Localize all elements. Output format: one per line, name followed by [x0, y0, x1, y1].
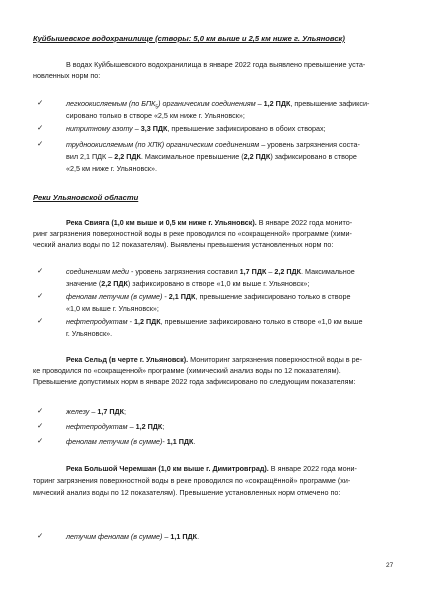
checkmark-icon: ✓ — [37, 266, 44, 275]
paragraph-line: ческий анализ воды по 12 показателям). Выявлены превышения установленных норм по: — [33, 240, 334, 249]
checkmark-icon: ✓ — [37, 421, 44, 430]
list-item: трудноокисляемым (по ХПК) органическим соединениям – уровень загрязнения соста- — [66, 140, 360, 149]
checkmark-icon: ✓ — [37, 406, 44, 415]
section-heading-kuybyshev: Куйбышевское водохранилище (створы: 5,0 км выше и 2,5 км ниже г. Ульяновск) — [33, 34, 345, 43]
list-item-line: «1,0 км выше г. Ульяновск»; — [66, 304, 159, 313]
list-item-line: значение (2,2 ПДК) зафиксировано в створе «1,0 км выше г. Ульяновск»; — [66, 279, 310, 288]
paragraph-line: новленных норм по: — [33, 71, 101, 80]
list-item-line: «2,5 км ниже г. Ульяновск». — [66, 164, 157, 173]
checkmark-icon: ✓ — [37, 139, 44, 148]
checkmark-icon: ✓ — [37, 531, 44, 540]
checkmark-icon: ✓ — [37, 316, 44, 325]
list-item-line: г. Ульяновск». — [66, 329, 113, 338]
list-item: нефтепродуктам – 1,2 ПДК; — [66, 422, 165, 431]
paragraph-line: ринг загрязнения поверхностной воды в реке проводился по «сокращенной» программе (хими- — [33, 229, 352, 238]
paragraph-line: Река Сельд (в черте г. Ульяновск). Мониторинг загрязнения поверхностной воды в ре- — [66, 355, 362, 364]
list-item-line: вил 2,1 ПДК – 2,2 ПДК. Максимальное превышение (2,2 ПДК) зафиксировано в створе — [66, 152, 357, 161]
paragraph-line: Река Большой Черемшан (1,0 км выше г. Димитровград). В январе 2022 года мони- — [66, 464, 357, 473]
page-number: 27 — [386, 562, 394, 569]
section-heading-rivers: Реки Ульяновской области — [33, 193, 139, 202]
list-item: соединениям меди - уровень загрязнения составил 1,7 ПДК – 2,2 ПДК. Максимальное — [66, 267, 355, 276]
checkmark-icon: ✓ — [37, 98, 44, 107]
checkmark-icon: ✓ — [37, 436, 44, 445]
checkmark-icon: ✓ — [37, 123, 44, 132]
list-item: летучим фенолам (в сумме) – 1,1 ПДК. — [66, 532, 200, 541]
list-item-line: сировано только в створе «2,5 км ниже г. Ульяновск»; — [66, 111, 245, 120]
paragraph-line: мический анализ воды по 12 показателям). Превышение установленных норм отмечено по: — [33, 488, 341, 497]
list-item: железу – 1,7 ПДК; — [66, 407, 127, 416]
list-item: легкоокисляемым (по $БПК_5$) органическим соединениям – 1,2 ПДК, превышение зафикси- — [66, 99, 370, 111]
checkmark-icon: ✓ — [37, 291, 44, 300]
paragraph-line: торинг загрязнения поверхностной воды в реке проводился по «сокращённой» программе (хи- — [33, 476, 351, 485]
list-item: фенолам летучим (в сумме)- 1,1 ПДК. — [66, 437, 196, 446]
paragraph-line: ке проводился по «сокращенной» программе (химический анализ воды по 12 показателям). — [33, 366, 341, 375]
paragraph-line: Река Свияга (1,0 км выше и 0,5 км ниже г. Ульяновск). В январе 2022 года монито- — [66, 218, 353, 227]
paragraph-line: В водах Куйбышевского водохранилища в январе 2022 года выявлено превышение уста- — [66, 60, 366, 69]
list-item: фенолам летучим (в сумме) - 2,1 ПДК, превышение зафиксировано только в створе — [66, 292, 351, 301]
list-item: нефтепродуктам - 1,2 ПДК, превышение зафиксировано только в створе «1,0 км выше — [66, 317, 363, 326]
list-item: нитритному азоту – 3,3 ПДК, превышение зафиксировано в обоих створах; — [66, 124, 326, 133]
paragraph-line: Превышение допустимых норм в январе 2022 года зафиксировано по следующим показателям: — [33, 377, 356, 386]
